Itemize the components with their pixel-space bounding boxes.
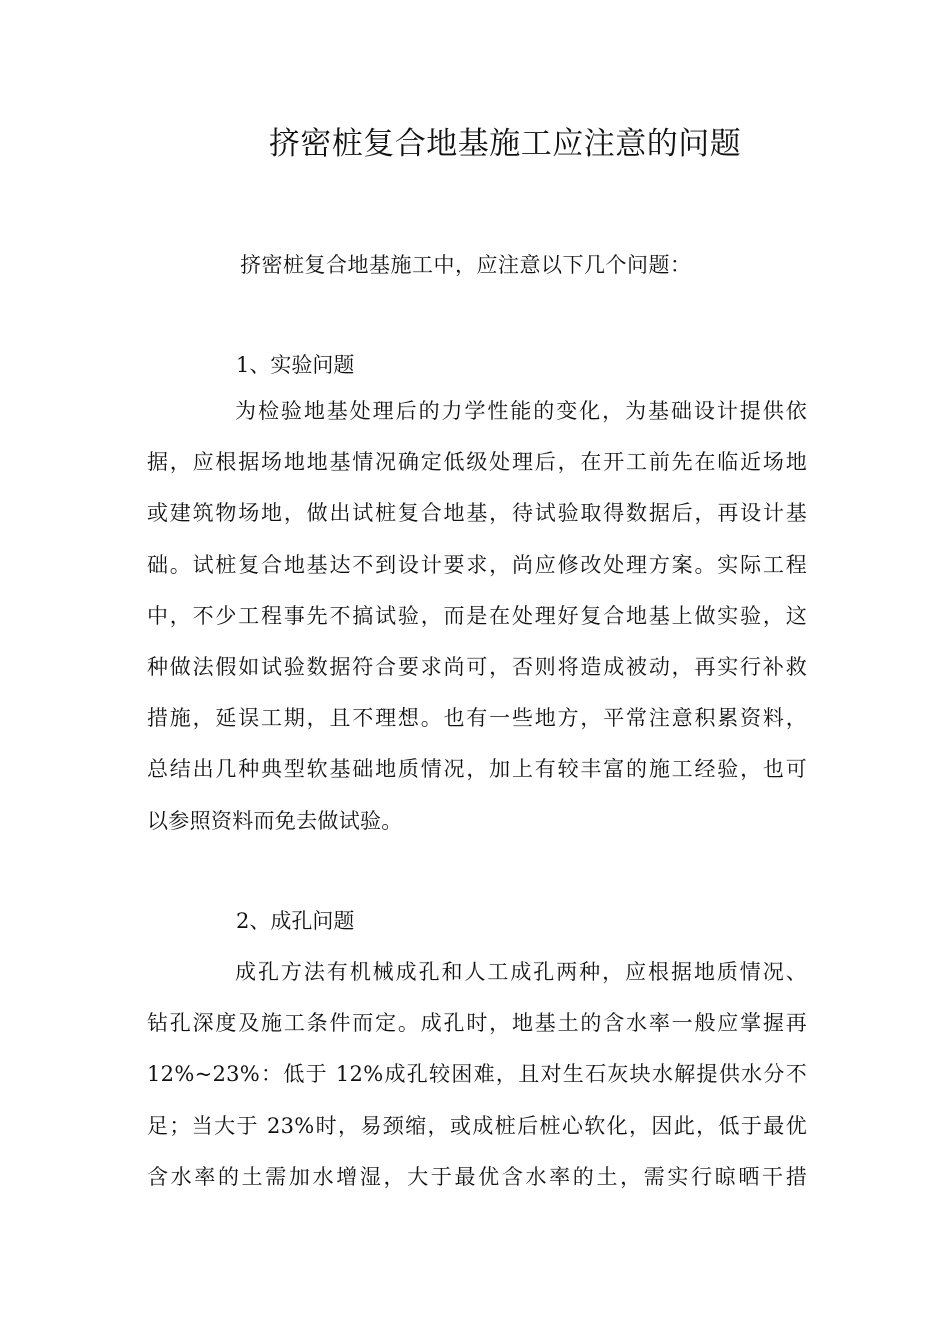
paragraph-line: 足；当大于 23%时，易颈缩，或成桩后桩心软化，因此，低于最优 <box>147 1113 807 1138</box>
paragraph-line: 措施，延误工期，且不理想。也有一些地方，平常注意积累资料， <box>147 706 807 731</box>
section-paragraph-drilling <box>147 947 807 1203</box>
paragraph-line: 据，应根据场地地基情况确定低级处理后，在开工前先在临近场地 <box>147 450 807 475</box>
paragraph-line: 种做法假如试验数据符合要求尚可，否则将造成被动，再实行补救 <box>147 655 807 680</box>
document-title: 挤密桩复合地基施工应注意的问题 <box>268 126 742 162</box>
section-heading-drilling: 2、成孔问题 <box>236 909 355 933</box>
intro-paragraph: 挤密桩复合地基施工中，应注意以下几个问题： <box>240 253 692 277</box>
paragraph-line: 或建筑物场地，做出试桩复合地基，待试验取得数据后，再设计基 <box>147 501 807 526</box>
paragraph-line: 总结出几种典型软基础地质情况，加上有较丰富的施工经验，也可 <box>147 757 807 782</box>
paragraph-line: 12%~23%：低于 12%成孔较困难，且对生石灰块水解提供水分不 <box>147 1062 807 1087</box>
paragraph-line: 成孔方法有机械成孔和人工成孔两种，应根据地质情况、 <box>235 960 807 984</box>
paragraph-line: 为检验地基处理后的力学性能的变化，为基础设计提供依 <box>235 399 807 423</box>
paragraph-line: 以参照资料而免去做试验。 <box>147 808 403 833</box>
paragraph-line: 钻孔深度及施工条件而定。成孔时，地基土的含水率一般应掌握再 <box>147 1011 807 1036</box>
section-heading-experiment: 1、实验问题 <box>236 353 355 377</box>
section-paragraph-experiment <box>147 386 807 847</box>
paragraph-line: 中，不少工程事先不搞试验，而是在处理好复合地基上做实验，这 <box>147 603 807 628</box>
paragraph-line: 础。试桩复合地基达不到设计要求，尚应修改处理方案。实际工程 <box>147 552 807 577</box>
paragraph-line: 含水率的土需加水增湿，大于最优含水率的土，需实行晾晒干措 <box>147 1164 807 1189</box>
